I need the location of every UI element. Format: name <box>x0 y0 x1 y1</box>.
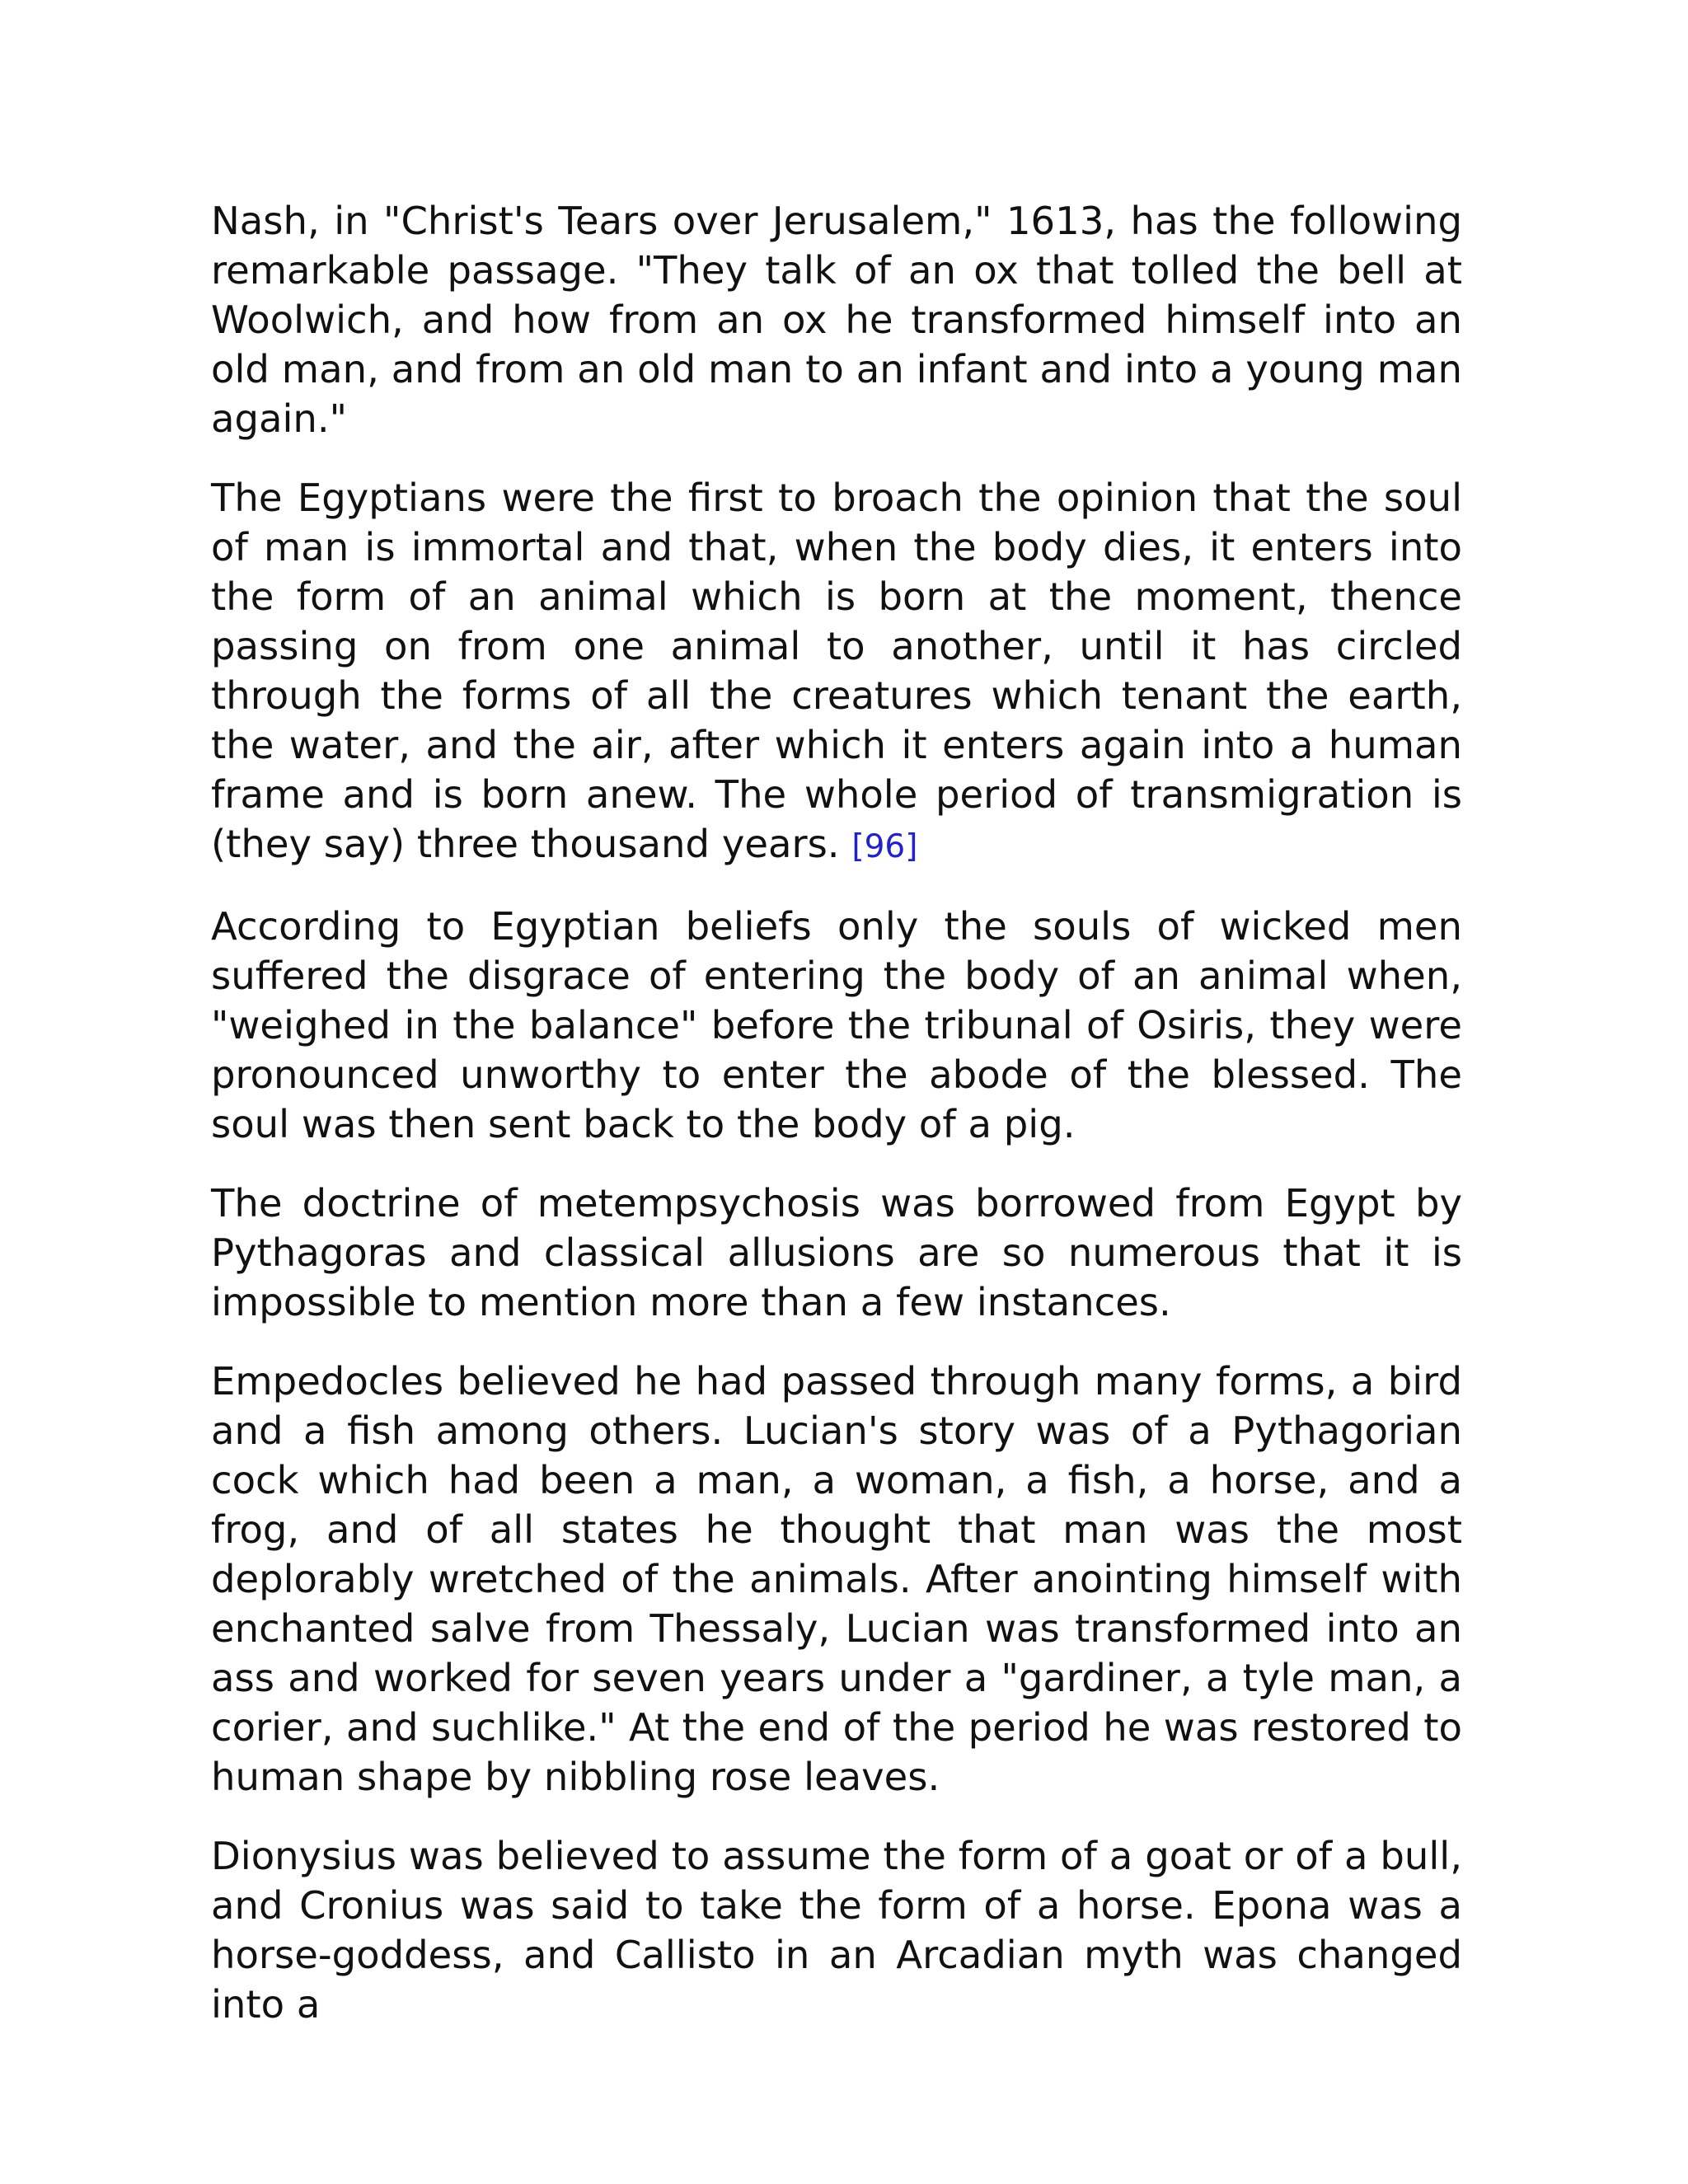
paragraph-nash <box>211 196 1462 443</box>
paragraph-egyptian-beliefs <box>211 902 1462 1149</box>
paragraph-text: The doctrine of metempsychosis was borrowed from Egypt by Pythagoras and classical allusions are so numerous that it is impossible to mention more than a few instances. <box>211 1181 1462 1324</box>
paragraph-dionysius <box>211 1831 1462 2029</box>
paragraph-text: Empedocles believed he had passed through many forms, a bird and a fish among others. Lucian's story was of a Pythagorian cock which had been a man, a woman, a fish, a horse, and a frog, and of all states he thought that man was the most deplorably wretched of the animals. After anointing himself with enchanted salve from Thessaly, Lucian was transformed into an ass and worked for seven years under a "gardiner, a tyle man, a corier, and suchlike." At the end of the period he was restored to human shape by nibbling rose leaves. <box>211 1359 1462 1799</box>
paragraph-metempsychosis <box>211 1179 1462 1327</box>
paragraph-text: The Egyptians were the first to broach the opinion that the soul of man is immortal and that, when the body dies, it enters into the form of an animal which is born at the moment, thence passing on from one animal to another, until it has circled through the forms of all the creatures which tenant the earth, the water, and the air, after which it enters again into a human frame and is born anew. The whole period of transmigration is (they say) three thousand years. <box>211 476 1462 866</box>
paragraph-text: According to Egyptian beliefs only the souls of wicked men suffered the disgrace of entering the body of an animal when, "weighed in the balance" before the tribunal of Osiris, they were pronounced unworthy to enter the abode of the blessed. The soul was then sent back to the body of a pig. <box>211 904 1462 1146</box>
paragraph-empedocles <box>211 1357 1462 1802</box>
paragraph-text: Nash, in "Christ's Tears over Jerusalem," 1613, has the following remarkable passage. "They talk of an ox that tolled the bell at Woolwich, and how from an ox he transformed himself into an old man, and from an old man to an infant and into a young man again." <box>211 199 1462 441</box>
footnote-link-96[interactable]: [96] <box>851 828 918 865</box>
text-column <box>211 196 1462 2059</box>
paragraph-text: Dionysius was believed to assume the form of a goat or of a bull, and Cronius was said to take the form of a horse. Epona was a horse-goddess, and Callisto in an Arcadian myth was changed into a <box>211 1834 1462 2027</box>
paragraph-egyptians <box>211 473 1462 872</box>
